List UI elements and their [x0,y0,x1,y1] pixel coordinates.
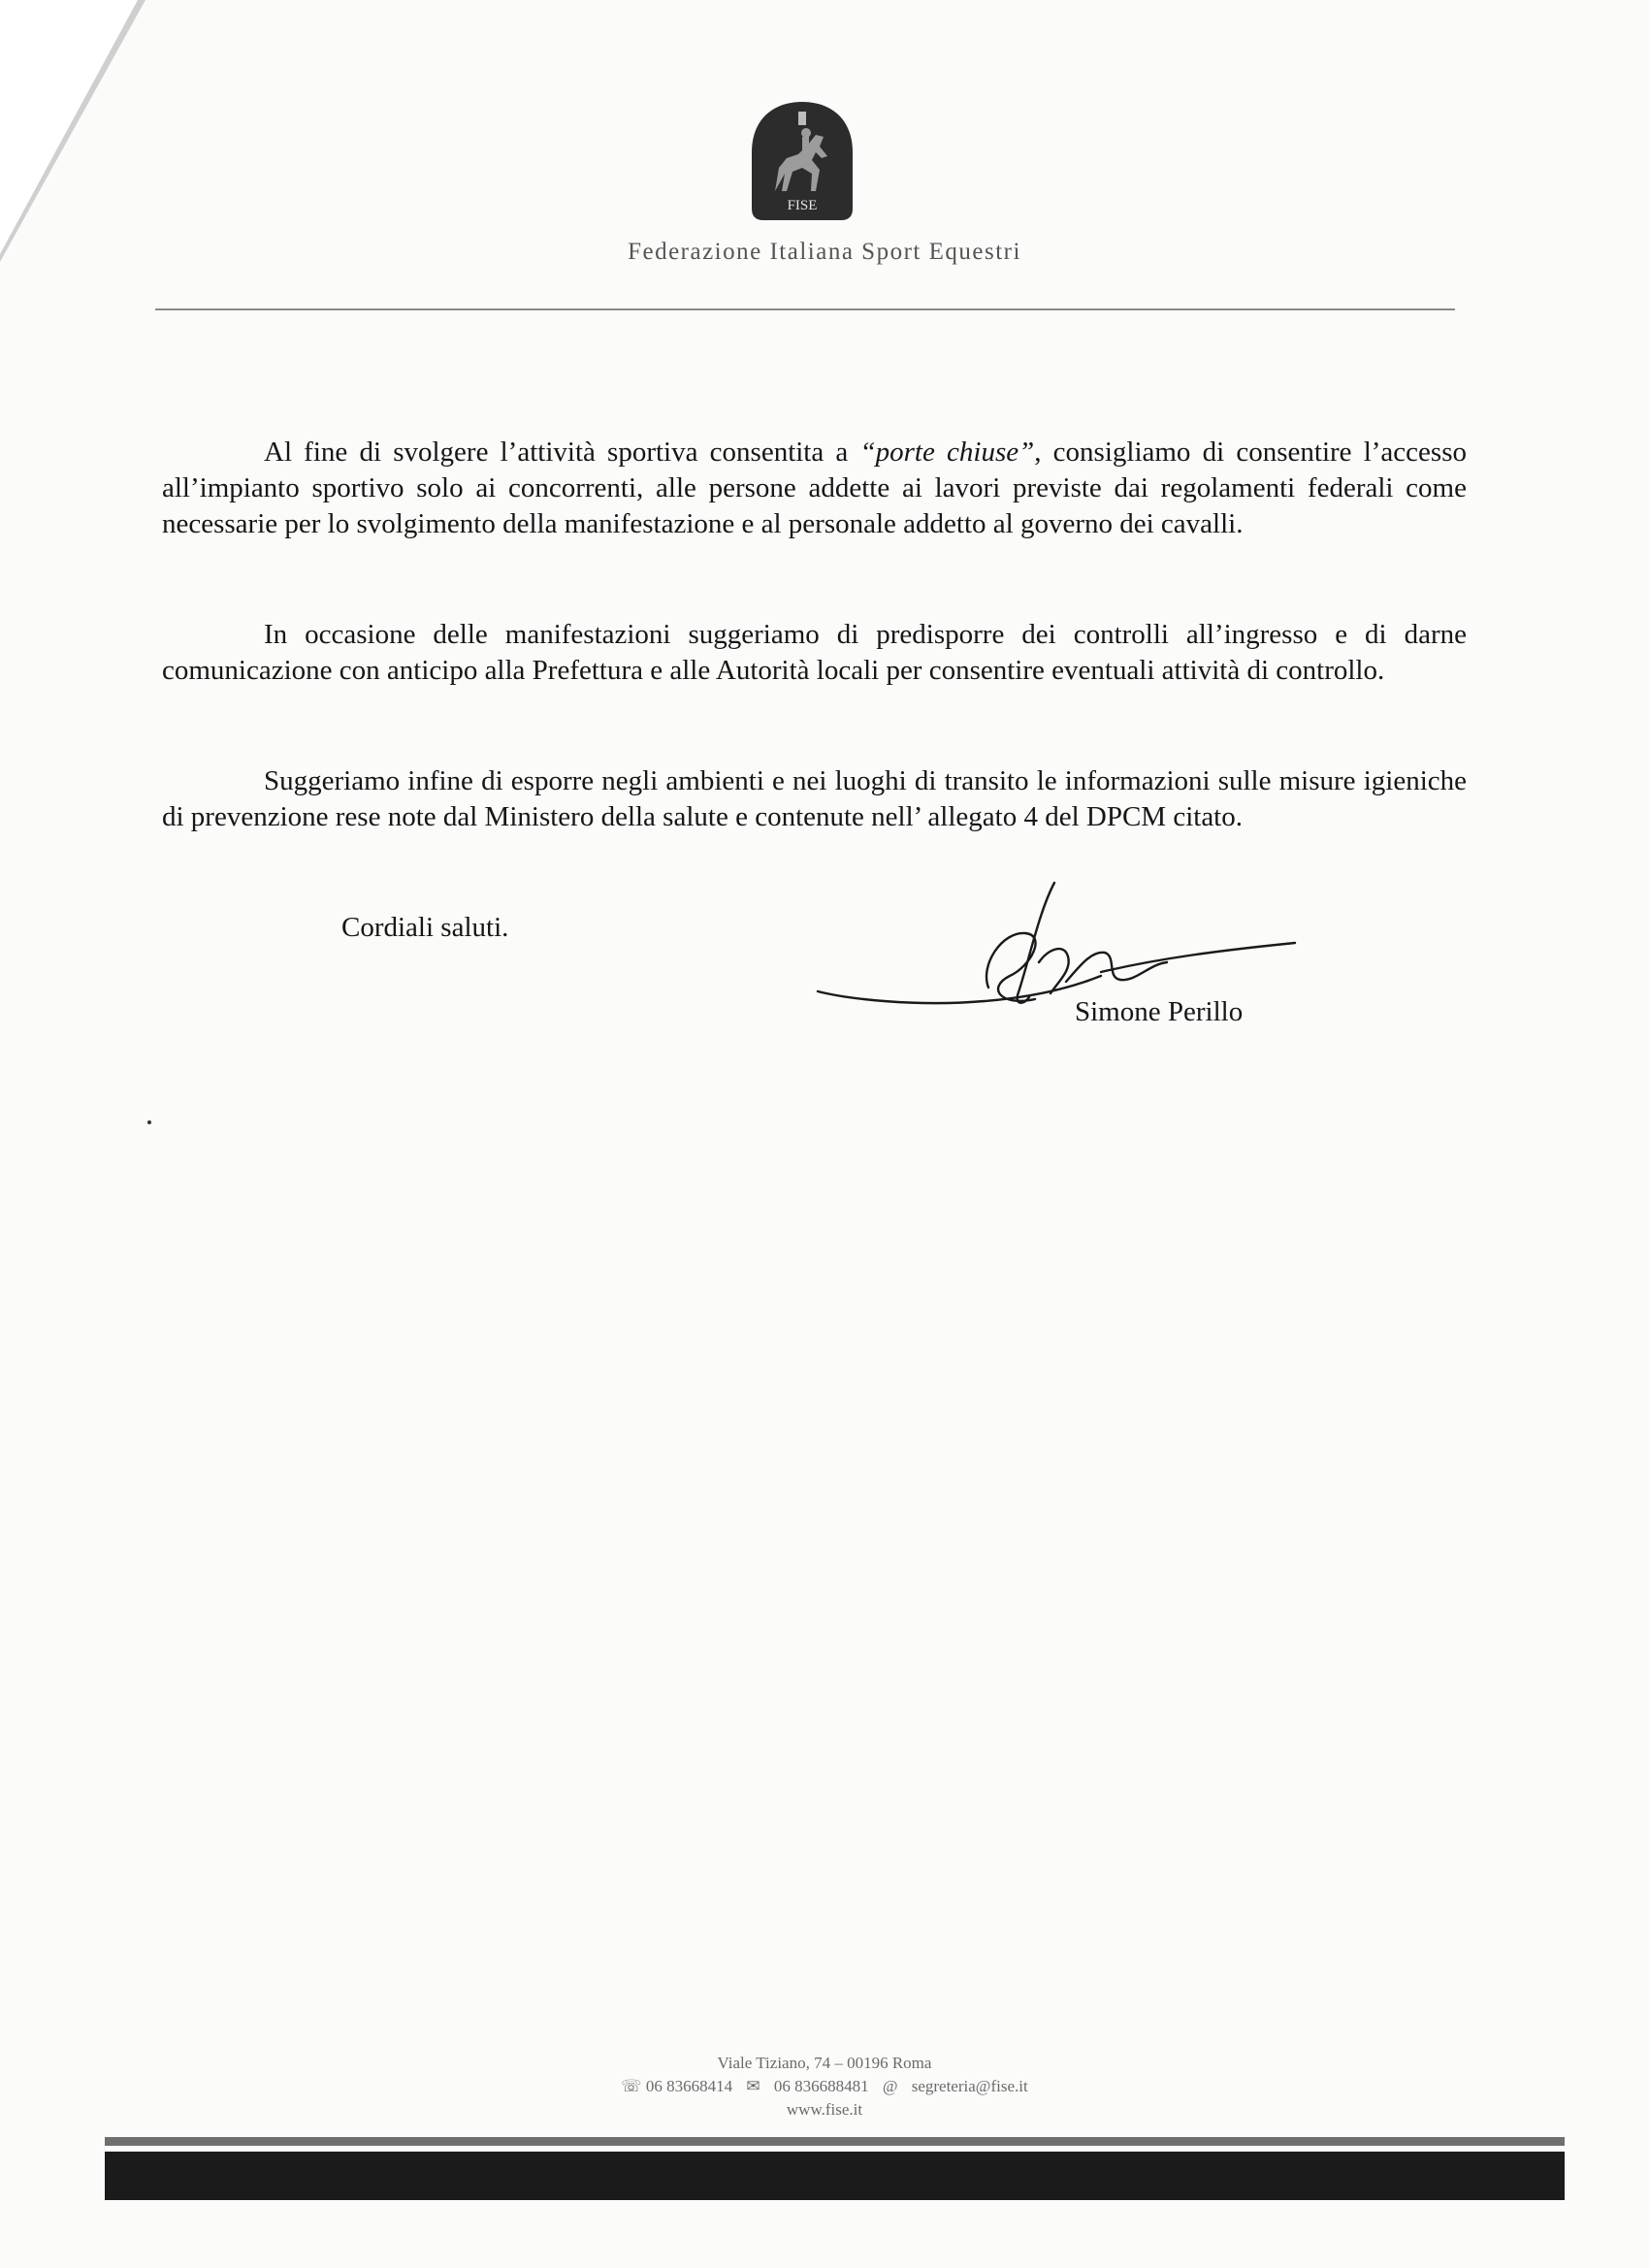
organization-name: Federazione Italiana Sport Equestri [628,239,1021,265]
scan-speck [147,1120,151,1124]
paragraph-hygiene-info: Suggeriamo infine di esporre negli ambienti e nei luoghi di transito le informazioni sulle misure igieniche di prevenzione rese note dal Ministero della salute e contenute nell’ allegato 4 del DPCM citato. [162,765,1467,832]
folded-corner-shadow [0,0,146,262]
email-icon: @ [882,2077,898,2095]
fise-logo [748,100,857,224]
phone-icon: ☏ [621,2077,642,2095]
header-divider [155,308,1455,310]
paragraph-closed-doors: Al fine di svolgere l’attività sportiva consentita a “porte chiuse”, consigliamo di consentire l’accesso all’impianto sportivo solo ai concorrenti, alle persone addette ai lavori previste dai regolamenti federali come necessarie per lo svolgimento della manifestazione e al personale addetto al governo dei cavalli. [162,437,1467,539]
footer-contacts [0,2075,1649,2097]
footer-website: www.fise.it [786,2100,863,2119]
footer-bar [105,2152,1565,2200]
footer-fax: 06 836688481 [773,2077,869,2095]
signer-name: Simone Perillo [1075,996,1244,1027]
footer-stripe [105,2137,1565,2146]
footer-address: Viale Tiziano, 74 – 00196 Roma [717,2054,932,2072]
footer-phone: 06 83668414 [645,2077,733,2095]
paragraph-entrance-controls: In occasione delle manifestazioni suggeriamo di predisporre dei controlli all’ingresso e di darne comunicazione con anticipo alla Prefettura e alle Autorità locali per consentire eventuali attività di controllo. [162,619,1467,686]
svg-text:FISE: FISE [787,198,818,213]
fax-icon: ✉ [746,2077,760,2095]
footer-email: segreteria@fise.it [911,2077,1028,2095]
closing-greeting: Cordiali saluti. [341,912,509,943]
